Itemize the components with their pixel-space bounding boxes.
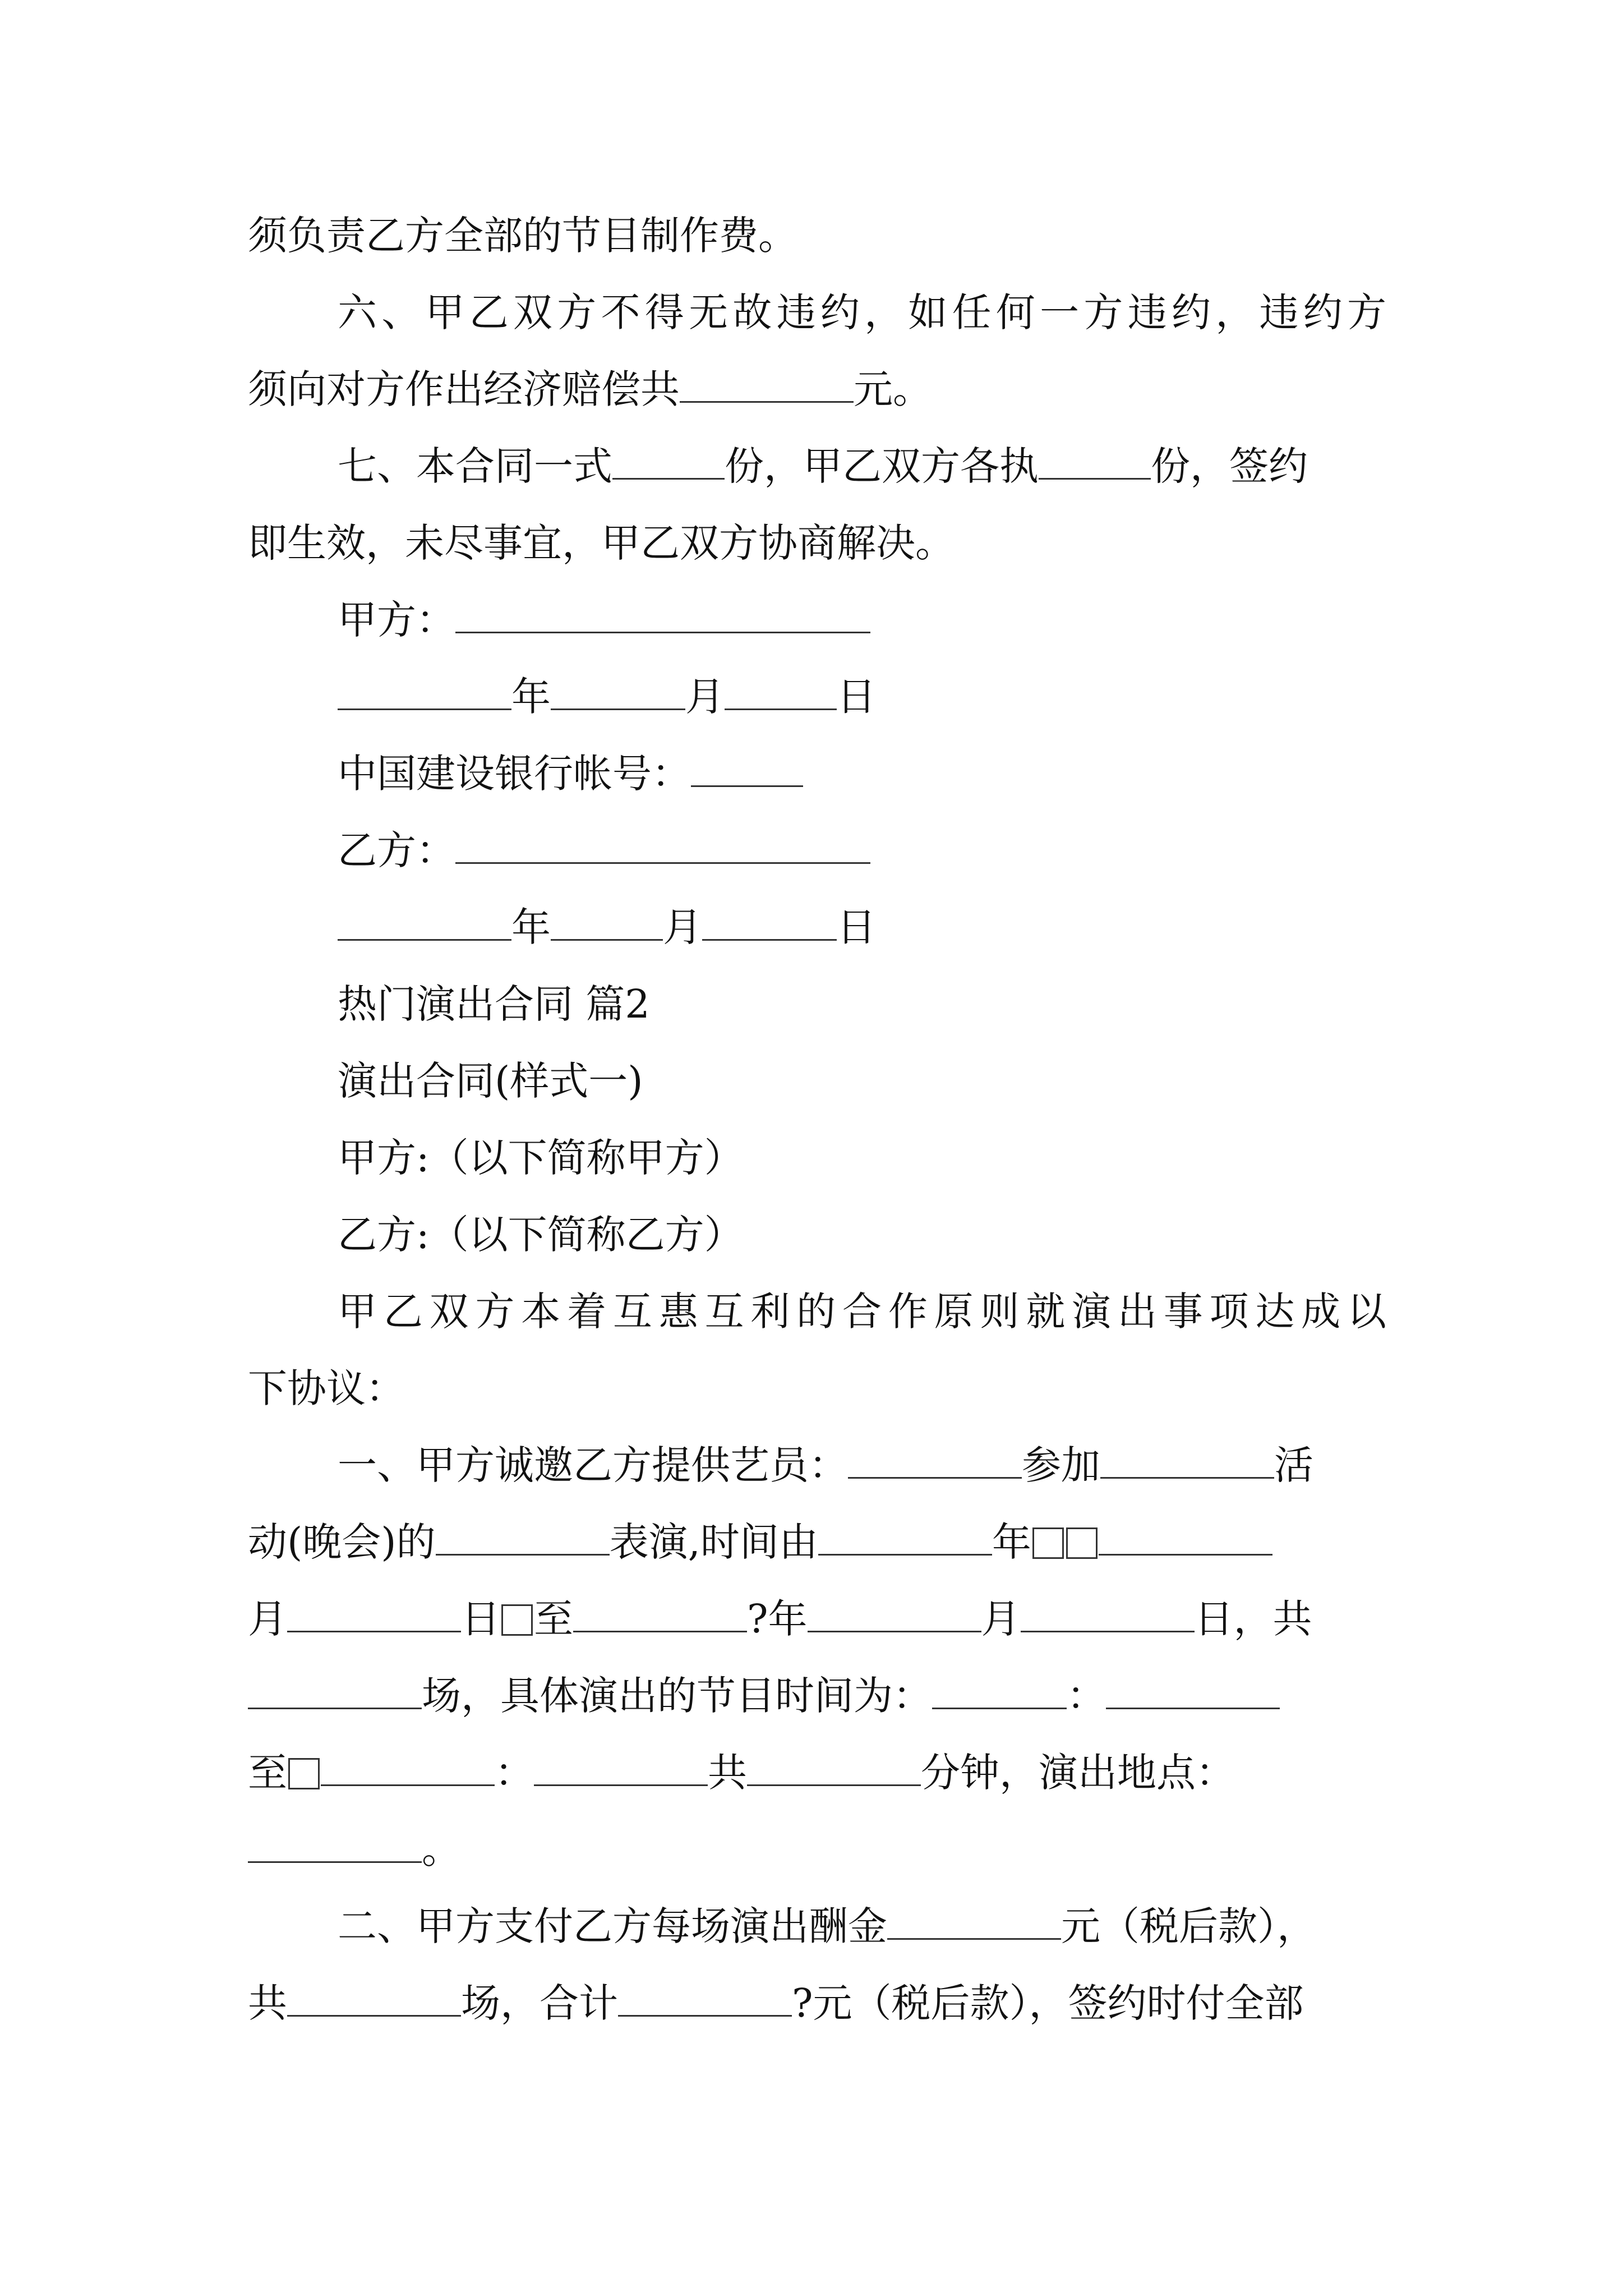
text: 中国建设银行帐号： <box>338 751 691 797</box>
party-a-line <box>248 1120 1386 1197</box>
text: 演出合同(样式一) <box>338 1058 643 1104</box>
document-body <box>248 197 1386 2042</box>
text: 年 <box>511 674 551 720</box>
text: 参加 <box>1022 1442 1100 1488</box>
text: 年 <box>992 1519 1031 1565</box>
square-placeholder <box>1066 1527 1098 1559</box>
date-line <box>248 659 1386 735</box>
party-b-line <box>248 1197 1386 1273</box>
text: 月 <box>248 1596 287 1642</box>
text: 表演,时间由 <box>609 1519 818 1565</box>
blank-field <box>248 1828 422 1863</box>
text: 月 <box>663 904 702 950</box>
blank-field <box>455 598 870 633</box>
party-a-signature-line <box>248 582 1386 659</box>
text: 热门演出合同 篇2 <box>338 981 650 1027</box>
text: 场，合计 <box>461 1980 618 2026</box>
blank-field <box>321 1751 495 1786</box>
text: 乙方： <box>338 827 455 873</box>
paragraph-line <box>248 505 1386 582</box>
blank-field <box>808 1597 981 1632</box>
party-b-signature-line <box>248 812 1386 889</box>
blank-field <box>1039 444 1151 480</box>
text: 甲乙双方本着互惠互利的合作原则就演出事项达成以 <box>338 1289 1386 1335</box>
text: 日，共 <box>1194 1596 1312 1642</box>
clause-two-line <box>248 1888 1386 1965</box>
text: 日 <box>837 674 876 720</box>
paragraph-line <box>248 1811 1386 1888</box>
blank-field <box>534 1751 708 1786</box>
text: 七、本合同一式 <box>338 443 612 489</box>
text: 甲方： <box>338 597 455 643</box>
paragraph-line <box>248 1965 1386 2042</box>
blank-field <box>1021 1597 1195 1632</box>
text: 动(晚会)的 <box>248 1519 436 1565</box>
blank-field <box>618 1981 792 2017</box>
blank-field <box>248 1674 422 1709</box>
blank-field <box>436 1520 610 1556</box>
text: 年 <box>511 904 551 950</box>
text: 乙方:（以下简称乙方） <box>338 1212 744 1258</box>
square-placeholder <box>501 1604 533 1636</box>
paragraph-line <box>248 1350 1386 1427</box>
blank-field <box>702 905 837 941</box>
text: 元（税后款）， <box>1061 1903 1316 1949</box>
paragraph-line <box>248 1581 1386 1658</box>
blank-field <box>691 752 803 787</box>
text: 即生效，未尽事宜，甲乙双方协商解决。 <box>248 520 955 566</box>
text: 份，签约 <box>1151 443 1308 489</box>
text: ?年 <box>747 1596 808 1642</box>
text: 须向对方作出经济赔偿共 <box>248 366 680 412</box>
clause-six-line <box>248 274 1386 351</box>
blank-field <box>887 1904 1061 1940</box>
blank-field <box>818 1520 992 1556</box>
blank-field <box>747 1751 921 1786</box>
square-placeholder <box>288 1758 320 1789</box>
date-line <box>248 889 1386 966</box>
text: 场，具体演出的节目时间为： <box>422 1673 932 1719</box>
blank-field <box>848 1443 1022 1479</box>
text: 元。 <box>854 366 932 412</box>
blank-field <box>932 1674 1067 1709</box>
text: 日 <box>837 904 876 950</box>
blank-field <box>287 1981 461 2017</box>
text: 甲方:（以下简称甲方） <box>338 1135 744 1181</box>
paragraph-line <box>248 351 1386 428</box>
blank-field <box>573 1597 747 1632</box>
text: 日 <box>461 1596 500 1642</box>
text: 至 <box>248 1750 287 1796</box>
text: 。 <box>422 1826 461 1872</box>
text: 至 <box>534 1596 573 1642</box>
paragraph-line <box>248 1504 1386 1581</box>
clause-one-line <box>248 1427 1386 1504</box>
section-title <box>248 966 1386 1043</box>
blank-field <box>1106 1674 1280 1709</box>
text: 一、甲方诚邀乙方提供艺员： <box>338 1442 848 1488</box>
text: 月 <box>981 1596 1021 1642</box>
blank-field <box>1099 1520 1272 1556</box>
blank-field <box>287 1597 461 1632</box>
text: ： <box>495 1750 534 1796</box>
bank-account-line <box>248 735 1386 812</box>
blank-field <box>680 367 854 403</box>
text: 份，甲乙双方各执 <box>725 443 1039 489</box>
preamble-line <box>248 1273 1386 1350</box>
blank-field <box>338 675 511 710</box>
paragraph-line <box>248 1734 1386 1811</box>
text: 分钟，演出地点： <box>921 1750 1235 1796</box>
blank-field <box>725 675 837 710</box>
text: 共 <box>248 1980 287 2026</box>
text: 二、甲方支付乙方每场演出酬金 <box>338 1903 887 1949</box>
contract-title <box>248 1043 1386 1120</box>
blank-field <box>455 829 870 864</box>
text: 月 <box>685 674 725 720</box>
blank-field <box>551 675 685 710</box>
blank-field <box>1100 1443 1274 1479</box>
text: 共 <box>708 1750 747 1796</box>
text: ?元（税后款），签约时付全部 <box>792 1980 1304 2026</box>
paragraph-line <box>248 197 1386 274</box>
square-placeholder <box>1032 1527 1064 1559</box>
clause-seven-line <box>248 428 1386 505</box>
text: 下协议： <box>248 1365 405 1411</box>
text: 活 <box>1274 1442 1313 1488</box>
blank-field <box>612 444 725 480</box>
blank-field <box>551 905 663 941</box>
text: 须负责乙方全部的节目制作费。 <box>248 213 797 259</box>
text: ： <box>1067 1673 1106 1719</box>
paragraph-line <box>248 1658 1386 1734</box>
text: 六、甲乙双方不得无故违约，如任何一方违约，违约方 <box>338 289 1386 335</box>
blank-field <box>338 905 511 941</box>
